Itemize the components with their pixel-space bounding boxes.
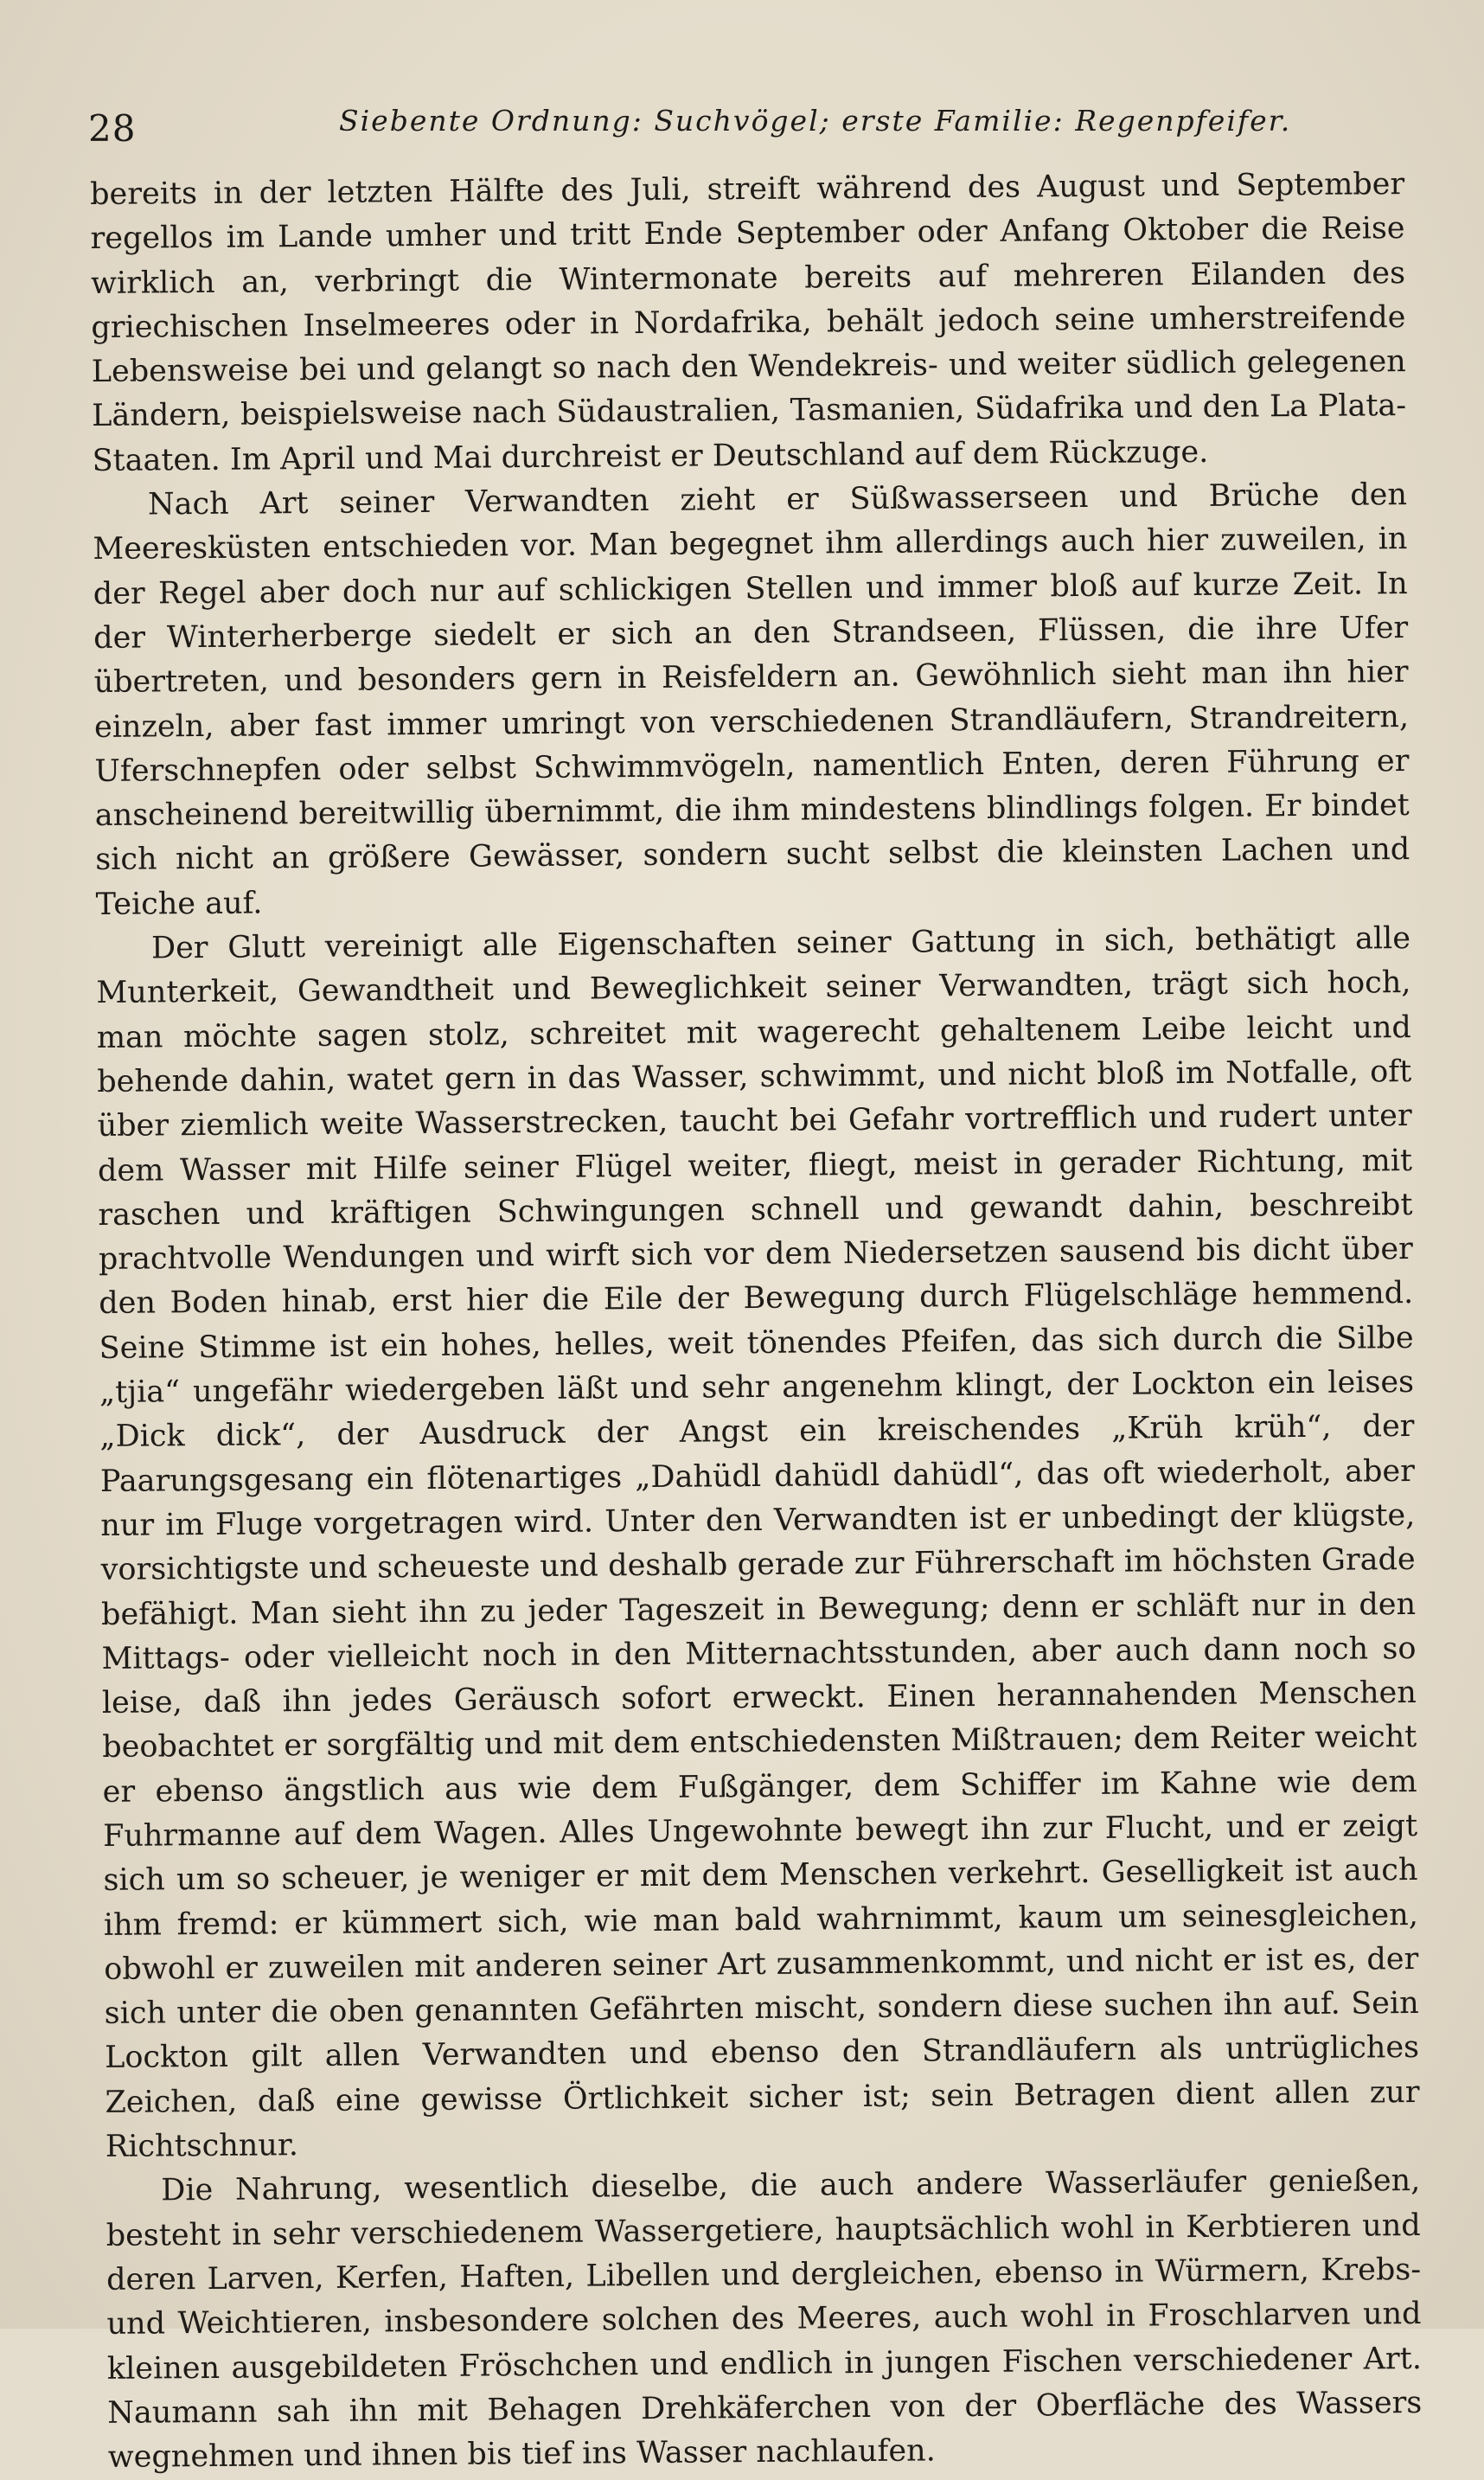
- page-number: 28: [88, 107, 137, 150]
- paragraph-4: Die Nahrung, wesentlich dieselbe, die auch andere Wasserläufer genießen, besteht in sehr verschiedenem Wassergetiere, hauptsächlich wohl in Kerbtieren und deren Larven, Kerfen, Haften, Libellen und dergleichen, ebenso in Würmern, Krebs- und Weichtieren, insbesondere solchen des Meeres, auch wohl in Froschlarven und kleinen ausgebildeten Fröschchen und endlich in jungen Fischen verschiedener Art. Naumann sah ihn mit Behagen Drehkäferchen von der Oberfläche des Wassers wegnehmen und ihnen bis tief ins Wasser nachlaufen.: [106, 2163, 1423, 2476]
- paragraph-1: bereits in der letzten Hälfte des Juli, streift während des August und September regellos im Lande umher und tritt Ende September oder Anfang Oktober die Reise wirklich an, verbringt die Wintermonate bereits auf mehreren Eilanden des griechischen Inselmeeres oder in Nordafrika, behält jedoch seine umherstreifende Lebensweise bei und gelangt so nach den Wendekreis- und weiter südlich gelegenen Ländern, beispielsweise nach Südaustralien, Tasmanien, Südafrika und den La Plata-Staaten. Im April und Mai durchreist er Deutschland auf dem Rückzuge.: [90, 167, 1407, 478]
- page-header: [88, 102, 1403, 154]
- body-text: [90, 163, 1423, 2480]
- paragraph-3: Der Glutt vereinigt alle Eigenschaften seiner Gattung in sich, bethätigt alle Munterkeit, Gewandtheit und Beweglichkeit seiner Verwandten, trägt sich hoch, man möchte sagen stolz, schreitet mit wagerecht gehaltenem Leibe leicht und behende dahin, watet gern in das Wasser, schwimmt, und nicht bloß im Notfalle, oft über ziemlich weite Wasserstrecken, taucht bei Gefahr vortrefflich und rudert unter dem Wasser mit Hilfe seiner Flügel weiter, fliegt, meist in gerader Richtung, mit raschen und kräftigen Schwingungen schnell und gewandt dahin, beschreibt prachtvolle Wendungen und wirft sich vor dem Niedersetzen sausend bis dicht über den Boden hinab, erst hier die Eile der Bewegung durch Flügelschläge hemmend. Seine Stimme ist ein hohes, helles, weit tönendes Pfeifen, das sich durch die Silbe „tjia“ ungefähr wiedergeben läßt und sehr angenehm klingt, der Lockton ein leises „Dick dick“, der Ausdruck der Angst ein kreischendes „Krüh krüh“, der Paarungsgesang ein flötenartiges „Dahüdl dahüdl dahüdl“, das oft wiederholt, aber nur im Fluge vorgetragen wird. Unter den Verwandten ist er unbedingt der klügste, vorsichtigste und scheueste und deshalb gerade zur Führerschaft im höchsten Grade befähigt. Man sieht ihn zu jeder Tageszeit in Bewegung; denn er schläft nur in den Mittags- oder vielleicht noch in den Mitternachtsstunden, aber auch dann noch so leise, daß ihn jedes Geräusch sofort erweckt. Einen herannahenden Menschen beobachtet er sorgfältig und mit dem entschiedensten Mißtrauen; dem Reiter weicht er ebenso ängstlich aus wie dem Fußgänger, dem Schiffer im Kahne wie dem Fuhrmanne auf dem Wagen. Alles Ungewohnte bewegt ihn zur Flucht, und er zeigt sich um so scheuer, je weniger er mit dem Menschen verkehrt. Geselligkeit ist auch ihm fremd: er kümmert sich, wie man bald wahrnimmt, kaum um seinesgleichen, obwohl er zuweilen mit anderen seiner Art zusammenkommt, und nicht er ist es, der sich unter die oben genannten Gefährten mischt, sondern diese suchen ihn auf. Sein Lockton gilt allen Verwandten und ebenso den Strandläufern als untrügliches Zeichen, daß eine gewisse Örtlichkeit sicher ist; sein Betragen dient allen zur Richtschnur.: [96, 921, 1420, 2164]
- paragraph-2: Nach Art seiner Verwandten zieht er Süßwasserseen und Brüche den Meeresküsten entschieden vor. Man begegnet ihm allerdings auch hier zuweilen, in der Regel aber doch nur auf schlickigen Stellen und immer bloß auf kurze Zeit. In der Winterherberge siedelt er sich an den Strandseen, Flüssen, die ihre Ufer übertreten, und besonders gern in Reisfeldern an. Gewöhnlich sieht man ihn hier einzeln, aber fast immer umringt von verschiedenen Strandläufern, Strandreitern, Uferschnepfen oder selbst Schwimmvögeln, namentlich Enten, deren Führung er anscheinend bereitwillig übernimmt, die ihm mindestens blindlings folgen. Er bindet sich nicht an größere Gewässer, sondern sucht selbst die kleinsten Lachen und Teiche auf.: [93, 477, 1410, 922]
- running-head: Siebente Ordnung: Suchvögel; erste Familie: Regenpfeifer.: [339, 104, 1292, 138]
